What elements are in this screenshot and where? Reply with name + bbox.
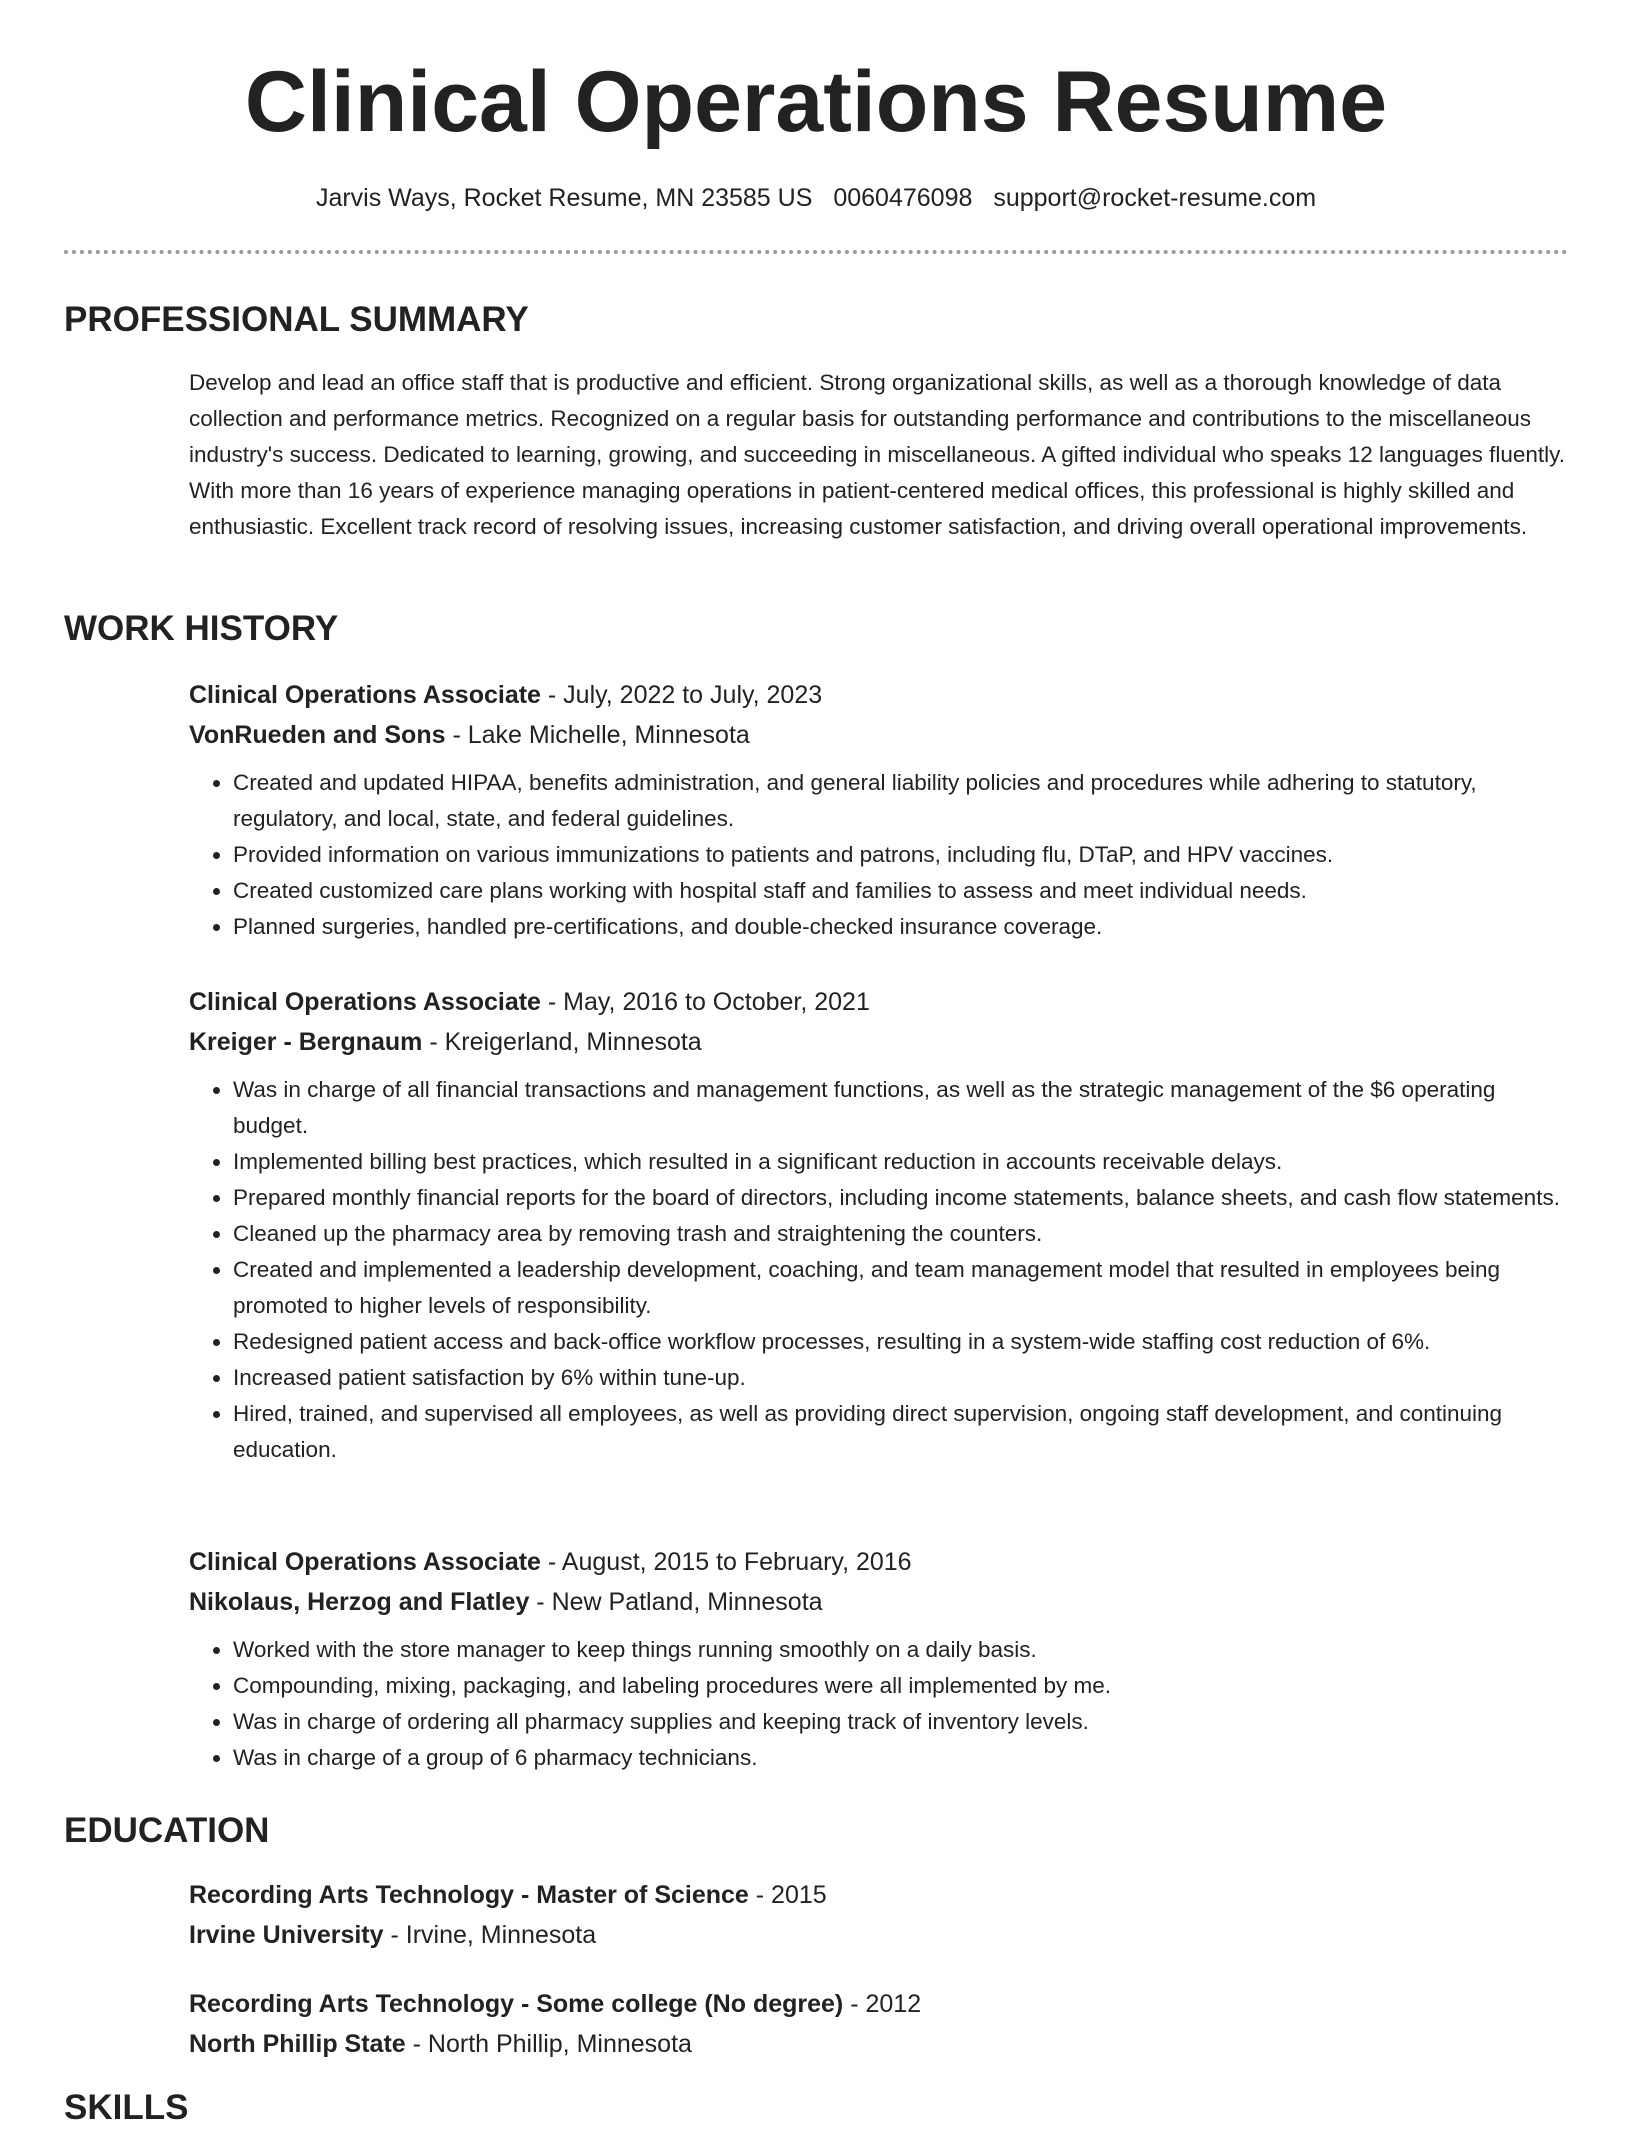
- education-degree-line: [189, 1984, 1569, 2024]
- job-dates: - May, 2016 to October, 2021: [540, 988, 870, 1016]
- job-location: - Lake Michelle, Minnesota: [445, 721, 750, 749]
- job-bullets: [189, 765, 1569, 945]
- job-dates: - August, 2015 to February, 2016: [540, 1548, 912, 1576]
- job-entry: [189, 1542, 1569, 1776]
- education-location: - Irvine, Minnesota: [383, 1921, 597, 1949]
- job-bullet: • Was in charge of ordering all pharmacy supplies and keeping track of inventory levels.: [233, 1704, 1569, 1740]
- education-entry: [189, 1875, 1569, 1955]
- job-company-line: [189, 1022, 1569, 1062]
- education-degree: Recording Arts Technology - Some college (No degree): [189, 1990, 844, 2018]
- job-bullet: • Compounding, mixing, packaging, and labeling procedures were all implemented by me.: [233, 1668, 1569, 1704]
- job-title-line: [189, 675, 1569, 715]
- job-entry: [189, 982, 1569, 1468]
- job-bullet: • Created and implemented a leadership development, coaching, and team management model that resulted in employees being promoted to higher levels of responsibility.: [233, 1252, 1569, 1324]
- job-location: - New Patland, Minnesota: [529, 1588, 823, 1616]
- job-company: VonRueden and Sons: [189, 721, 446, 749]
- job-bullet: • Increased patient satisfaction by 6% within tune-up.: [233, 1360, 1569, 1396]
- section-title-work-history: WORK HISTORY: [64, 609, 339, 648]
- job-title-line: [189, 1542, 1569, 1582]
- job-bullet: • Prepared monthly financial reports for the board of directors, including income statements, balance sheets, and cash flow statements.: [233, 1180, 1569, 1216]
- education-school-line: [189, 1915, 1569, 1955]
- contact-address: Jarvis Ways, Rocket Resume, MN 23585 US: [315, 184, 813, 212]
- education-entry: [189, 1984, 1569, 2064]
- job-bullet: • Hired, trained, and supervised all employees, as well as providing direct supervision, ongoing staff development, and continuing education.: [233, 1396, 1569, 1468]
- job-bullet: • Redesigned patient access and back-office workflow processes, resulting in a system-wide staffing cost reduction of 6%.: [233, 1324, 1569, 1360]
- job-bullet: • Planned surgeries, handled pre-certifications, and double-checked insurance coverage.: [233, 909, 1569, 945]
- job-bullet: • Provided information on various immunizations to patients and patrons, including flu, DTaP, and HPV vaccines.: [233, 837, 1569, 873]
- job-bullets: [189, 1072, 1569, 1468]
- contact-phone: 0060476098: [833, 184, 973, 212]
- job-bullet: • Implemented billing best practices, which resulted in a significant reduction in accounts receivable delays.: [233, 1144, 1569, 1180]
- job-company: Kreiger - Bergnaum: [189, 1028, 423, 1056]
- job-bullet: • Created and updated HIPAA, benefits administration, and general liability policies and procedures while adhering to statutory, regulatory, and local, state, and federal guidelines.: [233, 765, 1569, 837]
- education-school: Irvine University: [189, 1921, 384, 1949]
- education-school-line: [189, 2024, 1569, 2064]
- job-bullet: • Was in charge of all financial transactions and management functions, as well as the strategic management of the $6 operating budget.: [233, 1072, 1569, 1144]
- job-bullets: [189, 1632, 1569, 1776]
- contact-line: [0, 182, 1632, 214]
- education-degree-line: [189, 1875, 1569, 1915]
- job-bullet: • Was in charge of a group of 6 pharmacy technicians.: [233, 1740, 1569, 1776]
- job-company-line: [189, 715, 1569, 755]
- job-title-line: [189, 982, 1569, 1022]
- job-company-line: [189, 1582, 1569, 1622]
- job-role: Clinical Operations Associate: [189, 681, 541, 709]
- education-year: - 2015: [748, 1881, 827, 1909]
- section-title-summary: PROFESSIONAL SUMMARY: [64, 300, 529, 339]
- resume-title: Clinical Operations Resume: [244, 54, 1388, 150]
- education-location: - North Phillip, Minnesota: [405, 2030, 692, 2058]
- job-location: - Kreigerland, Minnesota: [422, 1028, 702, 1056]
- job-bullet: • Worked with the store manager to keep things running smoothly on a daily basis.: [233, 1632, 1569, 1668]
- job-bullet: • Created customized care plans working with hospital staff and families to assess and meet individual needs.: [233, 873, 1569, 909]
- section-title-skills: SKILLS: [64, 2088, 189, 2127]
- contact-email: support@rocket-resume.com: [993, 184, 1317, 212]
- job-role: Clinical Operations Associate: [189, 988, 541, 1016]
- job-dates: - July, 2022 to July, 2023: [540, 681, 823, 709]
- header-divider: [64, 250, 1568, 254]
- summary-text: Develop and lead an office staff that is productive and efficient. Strong organizational skills, as well as a thorough knowledge of data collection and performance metrics. Recognized on a regular basis for outstanding performance and contributions to the miscellaneous industry's success. Dedicated to learning, growing, and succeeding in miscellaneous. A gifted individual who speaks 12 languages fluently. With more than 16 years of experience managing operations in patient-centered medical offices, this professional is highly skilled and enthusiastic. Excellent track record of resolving issues, increasing customer satisfaction, and driving overall operational improvements.: [189, 370, 1565, 539]
- job-role: Clinical Operations Associate: [189, 1548, 541, 1576]
- education-school: North Phillip State: [189, 2030, 406, 2058]
- job-bullet: • Cleaned up the pharmacy area by removing trash and straightening the counters.: [233, 1216, 1569, 1252]
- job-company: Nikolaus, Herzog and Flatley: [189, 1588, 530, 1616]
- education-year: - 2012: [843, 1990, 922, 2018]
- section-title-education: EDUCATION: [64, 1811, 270, 1850]
- education-degree: Recording Arts Technology - Master of Science: [189, 1881, 749, 1909]
- job-entry: [189, 675, 1569, 945]
